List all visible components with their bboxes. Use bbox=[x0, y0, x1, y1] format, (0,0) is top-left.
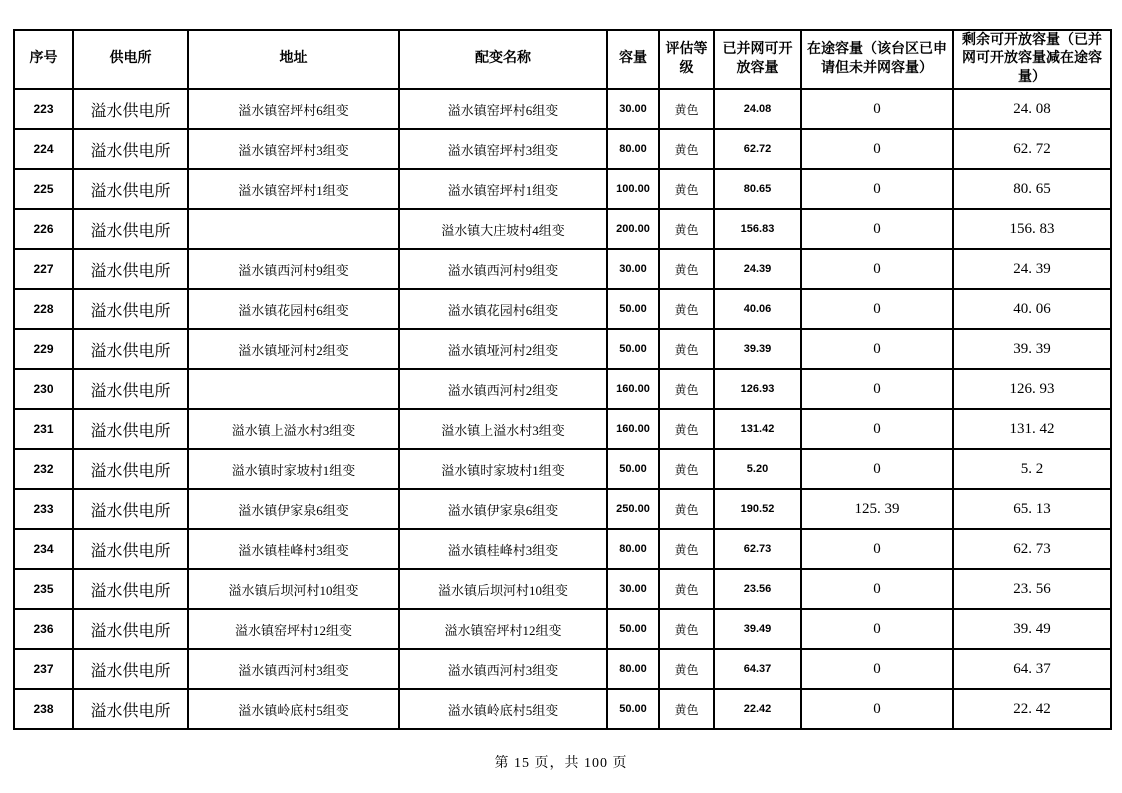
col-header-address: 地址 bbox=[188, 30, 399, 89]
cell-capacity: 80.00 bbox=[607, 129, 659, 169]
cell-remaining: 80. 65 bbox=[953, 169, 1111, 209]
cell-capacity: 30.00 bbox=[607, 249, 659, 289]
cell-in_transit: 0 bbox=[801, 689, 953, 729]
page-footer: 第 15 页，共 100 页 bbox=[494, 756, 628, 771]
cell-capacity: 30.00 bbox=[607, 89, 659, 129]
cell-station: 溢水供电所 bbox=[73, 169, 188, 209]
cell-grade: 黄色 bbox=[659, 649, 714, 689]
cell-index: 235 bbox=[14, 569, 73, 609]
cell-transformer: 溢水镇窑坪村1组变 bbox=[399, 169, 607, 209]
cell-address: 溢水镇后坝河村10组变 bbox=[188, 569, 399, 609]
cell-address: 溢水镇西河村3组变 bbox=[188, 649, 399, 689]
cell-in_transit: 0 bbox=[801, 129, 953, 169]
cell-grade: 黄色 bbox=[659, 449, 714, 489]
cell-address: 溢水镇窑坪村3组变 bbox=[188, 129, 399, 169]
cell-remaining: 64. 37 bbox=[953, 649, 1111, 689]
cell-transformer: 溢水镇窑坪村6组变 bbox=[399, 89, 607, 129]
cell-capacity: 160.00 bbox=[607, 409, 659, 449]
cell-remaining: 156. 83 bbox=[953, 209, 1111, 249]
table-row bbox=[14, 649, 1111, 689]
cell-connected: 24.39 bbox=[714, 249, 801, 289]
cell-station: 溢水供电所 bbox=[73, 649, 188, 689]
cell-grade: 黄色 bbox=[659, 89, 714, 129]
cell-connected: 39.39 bbox=[714, 329, 801, 369]
col-header-in-transit: 在途容量（该台区已申请但未并网容量） bbox=[801, 30, 953, 89]
cell-transformer: 溢水镇桂峰村3组变 bbox=[399, 529, 607, 569]
cell-capacity: 250.00 bbox=[607, 489, 659, 529]
cell-transformer: 溢水镇窑坪村3组变 bbox=[399, 129, 607, 169]
cell-in_transit: 0 bbox=[801, 409, 953, 449]
cell-connected: 126.93 bbox=[714, 369, 801, 409]
table-row bbox=[14, 569, 1111, 609]
cell-address: 溢水镇花园村6组变 bbox=[188, 289, 399, 329]
table-row bbox=[14, 329, 1111, 369]
cell-transformer: 溢水镇垭河村2组变 bbox=[399, 329, 607, 369]
header-row bbox=[14, 30, 1111, 89]
cell-remaining: 131. 42 bbox=[953, 409, 1111, 449]
cell-station: 溢水供电所 bbox=[73, 409, 188, 449]
cell-station: 溢水供电所 bbox=[73, 329, 188, 369]
cell-station: 溢水供电所 bbox=[73, 569, 188, 609]
cell-capacity: 50.00 bbox=[607, 609, 659, 649]
cell-transformer: 溢水镇花园村6组变 bbox=[399, 289, 607, 329]
table-row bbox=[14, 449, 1111, 489]
cell-remaining: 40. 06 bbox=[953, 289, 1111, 329]
cell-capacity: 30.00 bbox=[607, 569, 659, 609]
cell-capacity: 100.00 bbox=[607, 169, 659, 209]
table-row bbox=[14, 489, 1111, 529]
table-row bbox=[14, 689, 1111, 729]
cell-connected: 39.49 bbox=[714, 609, 801, 649]
cell-transformer: 溢水镇西河村3组变 bbox=[399, 649, 607, 689]
cell-station: 溢水供电所 bbox=[73, 689, 188, 729]
cell-index: 237 bbox=[14, 649, 73, 689]
cell-index: 229 bbox=[14, 329, 73, 369]
cell-remaining: 5. 2 bbox=[953, 449, 1111, 489]
cell-address: 溢水镇桂峰村3组变 bbox=[188, 529, 399, 569]
cell-transformer: 溢水镇伊家泉6组变 bbox=[399, 489, 607, 529]
cell-remaining: 62. 72 bbox=[953, 129, 1111, 169]
cell-capacity: 50.00 bbox=[607, 329, 659, 369]
cell-station: 溢水供电所 bbox=[73, 449, 188, 489]
cell-grade: 黄色 bbox=[659, 489, 714, 529]
cell-connected: 62.73 bbox=[714, 529, 801, 569]
cell-transformer: 溢水镇时家坡村1组变 bbox=[399, 449, 607, 489]
cell-index: 228 bbox=[14, 289, 73, 329]
cell-station: 溢水供电所 bbox=[73, 209, 188, 249]
cell-index: 233 bbox=[14, 489, 73, 529]
cell-remaining: 22. 42 bbox=[953, 689, 1111, 729]
cell-address bbox=[188, 209, 399, 249]
cell-index: 226 bbox=[14, 209, 73, 249]
cell-remaining: 23. 56 bbox=[953, 569, 1111, 609]
cell-index: 225 bbox=[14, 169, 73, 209]
table-row bbox=[14, 129, 1111, 169]
cell-index: 223 bbox=[14, 89, 73, 129]
table-row bbox=[14, 529, 1111, 569]
cell-grade: 黄色 bbox=[659, 249, 714, 289]
cell-address bbox=[188, 369, 399, 409]
cell-connected: 40.06 bbox=[714, 289, 801, 329]
cell-station: 溢水供电所 bbox=[73, 129, 188, 169]
cell-in_transit: 0 bbox=[801, 529, 953, 569]
cell-grade: 黄色 bbox=[659, 569, 714, 609]
table-row bbox=[14, 209, 1111, 249]
cell-connected: 64.37 bbox=[714, 649, 801, 689]
cell-grade: 黄色 bbox=[659, 169, 714, 209]
cell-station: 溢水供电所 bbox=[73, 609, 188, 649]
cell-connected: 156.83 bbox=[714, 209, 801, 249]
cell-transformer: 溢水镇大庄坡村4组变 bbox=[399, 209, 607, 249]
cell-address: 溢水镇窑坪村6组变 bbox=[188, 89, 399, 129]
cell-connected: 23.56 bbox=[714, 569, 801, 609]
cell-address: 溢水镇窑坪村12组变 bbox=[188, 609, 399, 649]
cell-grade: 黄色 bbox=[659, 129, 714, 169]
cell-connected: 131.42 bbox=[714, 409, 801, 449]
cell-in_transit: 0 bbox=[801, 569, 953, 609]
cell-address: 溢水镇上溢水村3组变 bbox=[188, 409, 399, 449]
cell-connected: 5.20 bbox=[714, 449, 801, 489]
table-row bbox=[14, 169, 1111, 209]
col-header-capacity: 容量 bbox=[607, 30, 659, 89]
cell-address: 溢水镇伊家泉6组变 bbox=[188, 489, 399, 529]
cell-address: 溢水镇垭河村2组变 bbox=[188, 329, 399, 369]
cell-in_transit: 0 bbox=[801, 449, 953, 489]
cell-index: 234 bbox=[14, 529, 73, 569]
cell-transformer: 溢水镇西河村2组变 bbox=[399, 369, 607, 409]
cell-grade: 黄色 bbox=[659, 329, 714, 369]
cell-index: 224 bbox=[14, 129, 73, 169]
cell-grade: 黄色 bbox=[659, 529, 714, 569]
cell-connected: 62.72 bbox=[714, 129, 801, 169]
cell-station: 溢水供电所 bbox=[73, 369, 188, 409]
cell-remaining: 126. 93 bbox=[953, 369, 1111, 409]
cell-transformer: 溢水镇上溢水村3组变 bbox=[399, 409, 607, 449]
cell-in_transit: 0 bbox=[801, 89, 953, 129]
cell-transformer: 溢水镇后坝河村10组变 bbox=[399, 569, 607, 609]
cell-station: 溢水供电所 bbox=[73, 89, 188, 129]
cell-capacity: 80.00 bbox=[607, 649, 659, 689]
cell-station: 溢水供电所 bbox=[73, 489, 188, 529]
table-row bbox=[14, 89, 1111, 129]
cell-remaining: 65. 13 bbox=[953, 489, 1111, 529]
table-row bbox=[14, 369, 1111, 409]
cell-index: 230 bbox=[14, 369, 73, 409]
cell-address: 溢水镇岭底村5组变 bbox=[188, 689, 399, 729]
cell-grade: 黄色 bbox=[659, 289, 714, 329]
cell-transformer: 溢水镇西河村9组变 bbox=[399, 249, 607, 289]
cell-connected: 80.65 bbox=[714, 169, 801, 209]
col-header-remaining: 剩余可开放容量（已并网可开放容量减在途容量） bbox=[953, 30, 1111, 89]
cell-station: 溢水供电所 bbox=[73, 529, 188, 569]
table-row bbox=[14, 289, 1111, 329]
col-header-index: 序号 bbox=[14, 30, 73, 89]
cell-in_transit: 0 bbox=[801, 329, 953, 369]
cell-connected: 22.42 bbox=[714, 689, 801, 729]
cell-grade: 黄色 bbox=[659, 689, 714, 729]
cell-remaining: 39. 49 bbox=[953, 609, 1111, 649]
cell-in_transit: 0 bbox=[801, 169, 953, 209]
cell-connected: 190.52 bbox=[714, 489, 801, 529]
cell-capacity: 80.00 bbox=[607, 529, 659, 569]
cell-transformer: 溢水镇窑坪村12组变 bbox=[399, 609, 607, 649]
table-row bbox=[14, 249, 1111, 289]
col-header-grade: 评估等级 bbox=[659, 30, 714, 89]
capacity-table bbox=[13, 29, 1112, 730]
cell-grade: 黄色 bbox=[659, 409, 714, 449]
cell-remaining: 39. 39 bbox=[953, 329, 1111, 369]
cell-index: 231 bbox=[14, 409, 73, 449]
cell-connected: 24.08 bbox=[714, 89, 801, 129]
table-row bbox=[14, 609, 1111, 649]
cell-capacity: 50.00 bbox=[607, 289, 659, 329]
cell-grade: 黄色 bbox=[659, 369, 714, 409]
col-header-connected: 已并网可开放容量 bbox=[714, 30, 801, 89]
cell-in_transit: 0 bbox=[801, 649, 953, 689]
cell-address: 溢水镇窑坪村1组变 bbox=[188, 169, 399, 209]
cell-station: 溢水供电所 bbox=[73, 249, 188, 289]
cell-index: 232 bbox=[14, 449, 73, 489]
col-header-transformer: 配变名称 bbox=[399, 30, 607, 89]
cell-grade: 黄色 bbox=[659, 209, 714, 249]
cell-in_transit: 0 bbox=[801, 289, 953, 329]
table-row bbox=[14, 409, 1111, 449]
cell-in_transit: 125. 39 bbox=[801, 489, 953, 529]
cell-address: 溢水镇时家坡村1组变 bbox=[188, 449, 399, 489]
cell-transformer: 溢水镇岭底村5组变 bbox=[399, 689, 607, 729]
cell-remaining: 62. 73 bbox=[953, 529, 1111, 569]
cell-capacity: 50.00 bbox=[607, 689, 659, 729]
cell-station: 溢水供电所 bbox=[73, 289, 188, 329]
cell-index: 238 bbox=[14, 689, 73, 729]
cell-in_transit: 0 bbox=[801, 369, 953, 409]
cell-grade: 黄色 bbox=[659, 609, 714, 649]
cell-capacity: 50.00 bbox=[607, 449, 659, 489]
cell-index: 236 bbox=[14, 609, 73, 649]
cell-capacity: 200.00 bbox=[607, 209, 659, 249]
cell-address: 溢水镇西河村9组变 bbox=[188, 249, 399, 289]
col-header-station: 供电所 bbox=[73, 30, 188, 89]
cell-capacity: 160.00 bbox=[607, 369, 659, 409]
cell-remaining: 24. 08 bbox=[953, 89, 1111, 129]
cell-index: 227 bbox=[14, 249, 73, 289]
cell-in_transit: 0 bbox=[801, 249, 953, 289]
cell-remaining: 24. 39 bbox=[953, 249, 1111, 289]
cell-in_transit: 0 bbox=[801, 609, 953, 649]
cell-in_transit: 0 bbox=[801, 209, 953, 249]
